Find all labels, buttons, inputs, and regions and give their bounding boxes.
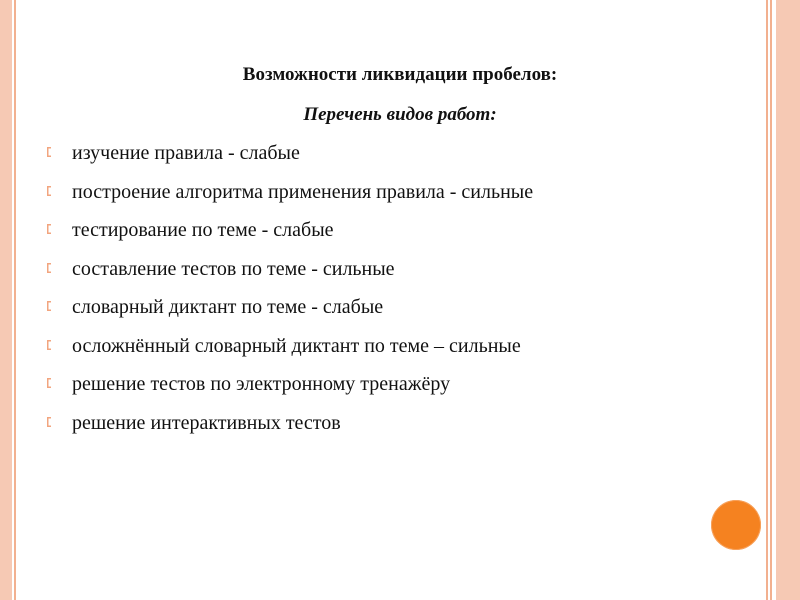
left-border	[0, 0, 12, 600]
list-item-text: изучение правила - слабые	[72, 142, 300, 164]
list-item	[44, 179, 533, 218]
orange-circle-decoration	[711, 500, 761, 550]
right-border-line-outer	[770, 0, 772, 600]
open-bracket-bullet-icon	[44, 262, 56, 274]
list-item	[44, 140, 533, 179]
list-item-text: тестирование по теме - слабые	[72, 219, 334, 241]
list-item-text: осложнённый словарный диктант по теме – сильные	[72, 334, 521, 357]
work-types-list	[44, 140, 533, 448]
open-bracket-bullet-icon	[44, 416, 56, 428]
open-bracket-bullet-icon	[44, 300, 56, 312]
list-item-text: словарный диктант по теме - слабые	[72, 296, 384, 318]
list-item	[44, 256, 533, 295]
slide-title: Возможности ликвидации пробелов:	[242, 64, 558, 85]
open-bracket-bullet-icon	[44, 377, 56, 389]
list-item	[44, 371, 533, 410]
list-item	[44, 217, 533, 256]
open-bracket-bullet-icon	[44, 146, 56, 158]
list-item-text: решение тестов по электронному тренажёру	[72, 373, 451, 395]
list-item	[44, 294, 533, 333]
slide-subtitle: Перечень видов работ:	[303, 104, 497, 125]
list-item-text: построение алгоритма применения правила - сильные	[72, 180, 534, 203]
list-item-text: составление тестов по теме - сильные	[72, 257, 395, 280]
left-border-line	[14, 0, 16, 600]
list-item	[44, 410, 533, 449]
list-item-text: решение интерактивных тестов	[72, 411, 341, 434]
right-border	[776, 0, 800, 600]
open-bracket-bullet-icon	[44, 339, 56, 351]
open-bracket-bullet-icon	[44, 223, 56, 235]
right-border-line-inner	[766, 0, 768, 600]
list-item	[44, 333, 533, 372]
open-bracket-bullet-icon	[44, 185, 56, 197]
